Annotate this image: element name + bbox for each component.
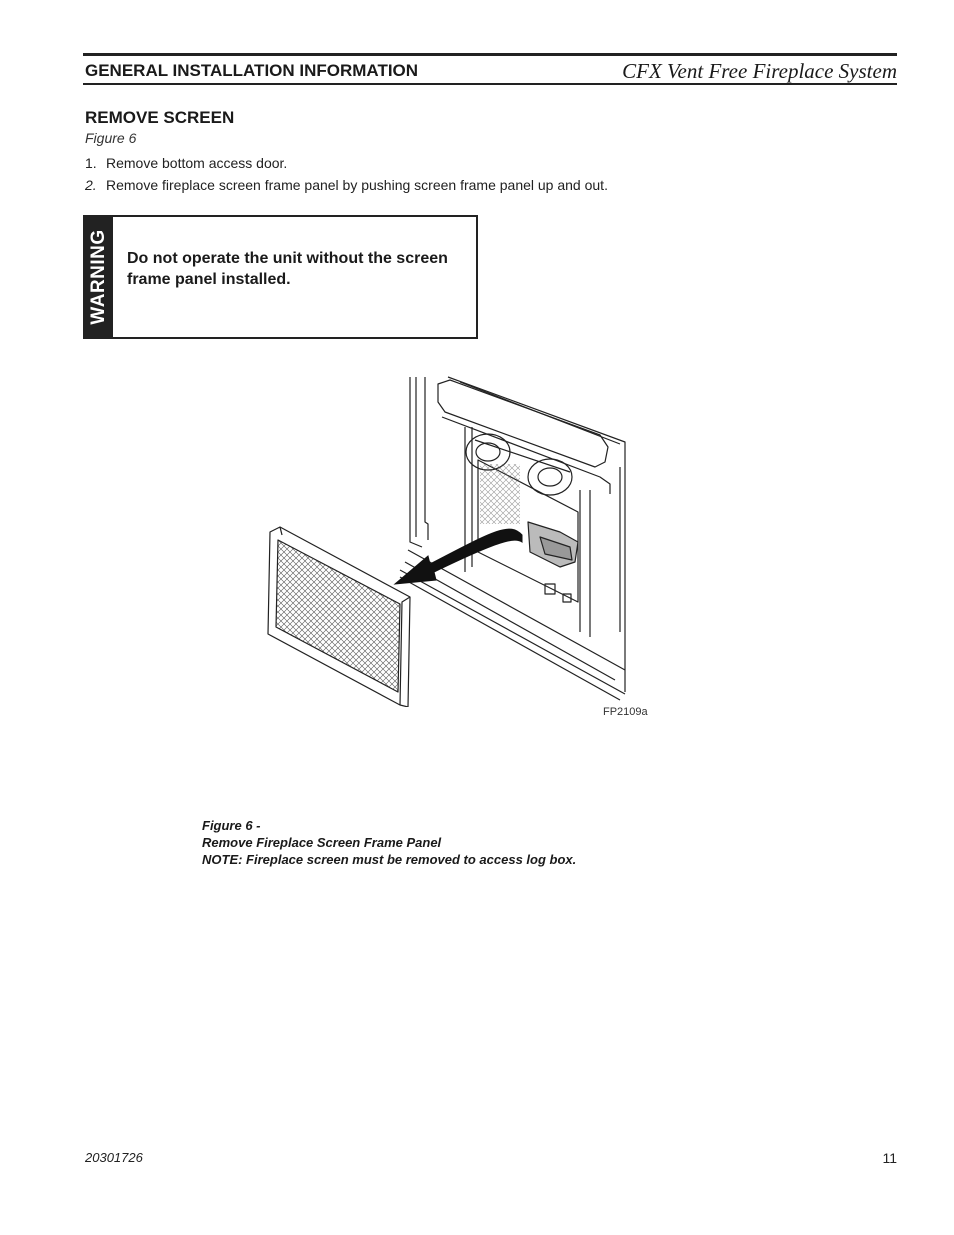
document-number: 20301726 <box>85 1150 143 1165</box>
step-number: 1. <box>85 155 97 171</box>
warning-label: WARNING <box>88 229 109 325</box>
section-heading: GENERAL INSTALLATION INFORMATION <box>85 61 419 80</box>
fireplace-screen-illustration <box>260 372 640 707</box>
figure-reference: Figure 6 <box>85 130 137 146</box>
warning-box <box>83 215 478 339</box>
caption-line: Figure 6 - <box>202 818 261 833</box>
instruction-steps <box>85 154 608 198</box>
section-title: REMOVE SCREEN <box>85 108 235 127</box>
step-item <box>85 154 608 176</box>
step-number: 2. <box>85 177 97 193</box>
caption-line: Remove Fireplace Screen Frame Panel <box>202 835 442 850</box>
product-name: CFX Vent Free Fireplace System <box>622 59 897 83</box>
page-header <box>83 53 897 85</box>
warning-strip <box>85 217 113 337</box>
figure-caption <box>202 817 576 868</box>
step-item <box>85 176 608 198</box>
figure-code: FP2109a <box>603 706 648 718</box>
step-text: Remove fireplace screen frame panel by pushing screen frame panel up and out. <box>106 177 608 193</box>
page-number: 11 <box>882 1150 897 1166</box>
warning-text: Do not operate the unit without the screen frame panel installed. <box>127 250 448 288</box>
caption-note: NOTE: Fireplace screen must be removed to access log box. <box>202 852 577 867</box>
step-text: Remove bottom access door. <box>106 155 288 171</box>
